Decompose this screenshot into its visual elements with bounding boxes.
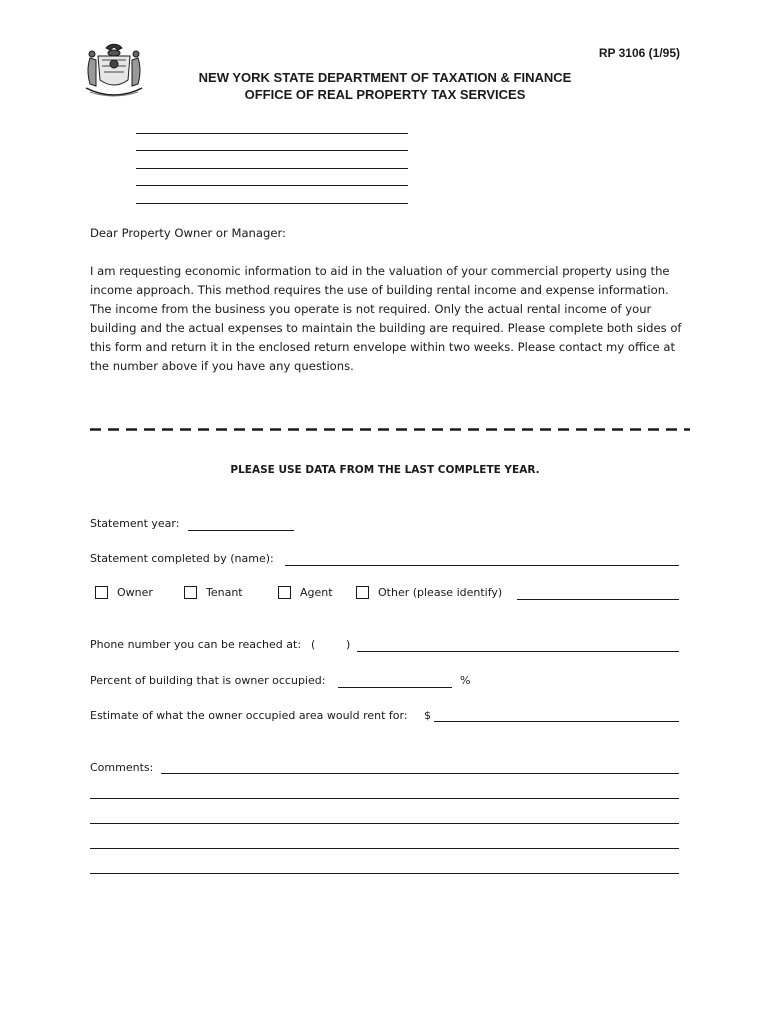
comments-field[interactable] bbox=[161, 773, 679, 774]
instruction-notice: PLEASE USE DATA FROM THE LAST COMPLETE YEAR. bbox=[230, 464, 540, 476]
owner-option-label: Owner bbox=[117, 586, 153, 599]
address-line bbox=[136, 133, 408, 134]
office-title: OFFICE OF REAL PROPERTY TAX SERVICES bbox=[244, 87, 526, 102]
agent-option-label: Agent bbox=[300, 586, 333, 599]
agent-checkbox[interactable] bbox=[278, 586, 291, 599]
address-line bbox=[136, 150, 408, 151]
other-option-label: Other (please identify) bbox=[378, 586, 503, 599]
comments-line[interactable] bbox=[90, 873, 679, 874]
statement-year-label: Statement year: bbox=[90, 517, 180, 530]
tenant-option-label: Tenant bbox=[206, 586, 243, 599]
tenant-checkbox[interactable] bbox=[184, 586, 197, 599]
percent-occupied-label: Percent of building that is owner occupied: bbox=[90, 674, 326, 687]
statement-year-field[interactable] bbox=[188, 530, 294, 531]
rent-estimate-label: Estimate of what the owner occupied area would rent for: bbox=[90, 709, 408, 722]
state-seal-icon bbox=[80, 40, 148, 102]
agency-title: NEW YORK STATE DEPARTMENT OF TAXATION & FINANCE bbox=[198, 70, 572, 85]
address-line bbox=[136, 185, 408, 186]
salutation: Dear Property Owner or Manager: bbox=[90, 226, 286, 240]
comments-label: Comments: bbox=[90, 761, 154, 774]
address-line bbox=[136, 168, 408, 169]
completed-by-field[interactable] bbox=[285, 565, 679, 566]
rent-estimate-field[interactable] bbox=[434, 721, 679, 722]
phone-field[interactable] bbox=[357, 651, 679, 652]
form-number: RP 3106 (1/95) bbox=[598, 46, 680, 60]
other-identify-field[interactable] bbox=[517, 599, 679, 600]
phone-label: Phone number you can be reached at: bbox=[90, 638, 302, 651]
other-checkbox[interactable] bbox=[356, 586, 369, 599]
comments-line[interactable] bbox=[90, 848, 679, 849]
comments-line[interactable] bbox=[90, 798, 679, 799]
completed-by-label: Statement completed by (name): bbox=[90, 552, 274, 565]
percent-suffix: % bbox=[460, 674, 471, 687]
phone-paren-close: ) bbox=[346, 638, 351, 651]
comments-line[interactable] bbox=[90, 823, 679, 824]
percent-occupied-field[interactable] bbox=[338, 687, 452, 688]
phone-paren-open: ( bbox=[311, 638, 316, 651]
letter-body: I am requesting economic information to aid in the valuation of your commercial property using the income approach. This method requires the use of building rental income and expense information. The income from the business you operate is not required. Only the actual rental income of your building and the actual expenses to maintain the building are required. Please complete both sides of this form and return it in the enclosed return envelope within two weeks. Please contact my office at the number above if you have any questions. bbox=[90, 264, 682, 373]
address-line bbox=[136, 203, 408, 204]
owner-checkbox[interactable] bbox=[95, 586, 108, 599]
dollar-prefix: $ bbox=[424, 709, 431, 722]
cut-line bbox=[90, 428, 690, 431]
